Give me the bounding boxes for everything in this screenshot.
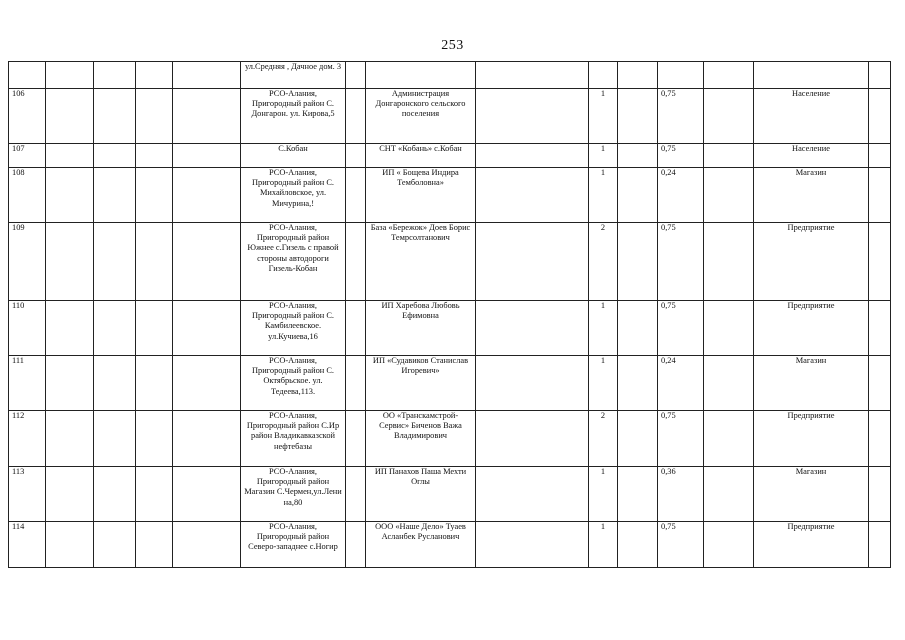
table-row xyxy=(9,301,891,356)
empty-cell xyxy=(704,223,754,301)
container-volume-cell: 0,75 xyxy=(658,89,704,144)
empty-cell xyxy=(173,301,241,356)
table-row xyxy=(9,223,891,301)
row-number-cell: 114 xyxy=(9,522,46,568)
container-volume-cell: 0,75 xyxy=(658,522,704,568)
empty-cell xyxy=(704,144,754,168)
table-row xyxy=(9,62,891,89)
container-count-cell: 1 xyxy=(589,522,618,568)
empty-cell xyxy=(346,144,366,168)
empty-cell xyxy=(869,168,891,223)
empty-cell xyxy=(346,89,366,144)
empty-cell xyxy=(46,522,94,568)
empty-cell xyxy=(618,62,658,89)
row-number-cell: 110 xyxy=(9,301,46,356)
empty-cell xyxy=(869,89,891,144)
empty-cell xyxy=(173,168,241,223)
empty-cell xyxy=(476,356,589,411)
container-volume-cell: 0,36 xyxy=(658,467,704,522)
empty-cell xyxy=(94,356,136,411)
empty-cell xyxy=(869,62,891,89)
empty-cell xyxy=(618,89,658,144)
address-cell: РСО-Алания, Пригородный район С.Ир район Владикавказской нефтебазы xyxy=(241,411,346,467)
empty-cell xyxy=(173,62,241,89)
empty-cell xyxy=(136,522,173,568)
empty-cell xyxy=(704,168,754,223)
table-row xyxy=(9,411,891,467)
container-count-cell: 2 xyxy=(589,411,618,467)
empty-cell xyxy=(476,411,589,467)
empty-cell xyxy=(346,62,366,89)
owner-cell: ООО «Наше Дело» Туаев Асланбек Русланович xyxy=(366,522,476,568)
category-cell: Предприятие xyxy=(754,301,869,356)
empty-cell xyxy=(476,168,589,223)
empty-cell xyxy=(46,411,94,467)
empty-cell xyxy=(618,356,658,411)
empty-cell xyxy=(476,223,589,301)
empty-cell xyxy=(476,301,589,356)
empty-cell xyxy=(476,144,589,168)
owner-cell: База «Бережок» Доев Борис Темрсолтанович xyxy=(366,223,476,301)
empty-cell xyxy=(136,89,173,144)
empty-cell xyxy=(136,168,173,223)
empty-cell xyxy=(46,301,94,356)
empty-cell xyxy=(94,522,136,568)
empty-cell xyxy=(869,223,891,301)
address-cell: РСО-Алания, Пригородный район С. Михайловское, ул. Мичурина,! xyxy=(241,168,346,223)
category-cell: Магазин xyxy=(754,168,869,223)
row-number-cell: 108 xyxy=(9,168,46,223)
address-cell: С.Кобан xyxy=(241,144,346,168)
empty-cell xyxy=(869,144,891,168)
table-body xyxy=(9,62,891,568)
empty-cell xyxy=(46,356,94,411)
container-volume-cell: 0,24 xyxy=(658,356,704,411)
container-count-cell: 1 xyxy=(589,467,618,522)
empty-cell xyxy=(346,356,366,411)
empty-cell xyxy=(704,411,754,467)
table-row xyxy=(9,356,891,411)
table-row xyxy=(9,144,891,168)
empty-cell xyxy=(869,411,891,467)
table-row xyxy=(9,168,891,223)
empty-cell xyxy=(46,467,94,522)
empty-cell xyxy=(346,168,366,223)
empty-cell xyxy=(869,356,891,411)
container-count-cell: 1 xyxy=(589,168,618,223)
category-cell xyxy=(754,62,869,89)
table-row xyxy=(9,522,891,568)
empty-cell xyxy=(346,301,366,356)
container-volume-cell: 0,75 xyxy=(658,144,704,168)
address-cell: РСО-Алания, Пригородный район Магазин С.Чермен,ул.Лени на,80 xyxy=(241,467,346,522)
category-cell: Предприятие xyxy=(754,522,869,568)
container-count-cell: 1 xyxy=(589,144,618,168)
address-cell: РСО-Алания, Пригородный район Северо-западнее с.Ногир xyxy=(241,522,346,568)
row-number-cell: 109 xyxy=(9,223,46,301)
address-cell: ул.Средняя , Дачное дом. 3 xyxy=(241,62,346,89)
empty-cell xyxy=(476,89,589,144)
row-number-cell: 112 xyxy=(9,411,46,467)
container-volume-cell: 0,75 xyxy=(658,223,704,301)
page-number: 253 xyxy=(441,38,464,53)
empty-cell xyxy=(704,467,754,522)
empty-cell xyxy=(346,522,366,568)
empty-cell xyxy=(46,89,94,144)
empty-cell xyxy=(704,522,754,568)
row-number-cell: 106 xyxy=(9,89,46,144)
address-cell: РСО-Алания, Пригородный район С. Донгарон. ул. Кирова,5 xyxy=(241,89,346,144)
empty-cell xyxy=(136,144,173,168)
address-cell: РСО-Алания, Пригородный район Южнее с.Гизель с правой стороны автодороги Гизель-Кобан xyxy=(241,223,346,301)
owner-cell: ИП Харебова Любовь Ефимовна xyxy=(366,301,476,356)
row-number-cell: 113 xyxy=(9,467,46,522)
owner-cell: ИП « Бощева Индира Темболовна» xyxy=(366,168,476,223)
empty-cell xyxy=(46,223,94,301)
address-cell: РСО-Алания, Пригородный район С. Камбилеевское. ул.Кучиева,16 xyxy=(241,301,346,356)
empty-cell xyxy=(94,223,136,301)
container-count-cell: 2 xyxy=(589,223,618,301)
empty-cell xyxy=(618,168,658,223)
empty-cell xyxy=(618,301,658,356)
empty-cell xyxy=(94,467,136,522)
empty-cell xyxy=(173,522,241,568)
waste-site-table xyxy=(8,61,891,568)
empty-cell xyxy=(94,144,136,168)
empty-cell xyxy=(173,411,241,467)
empty-cell xyxy=(94,89,136,144)
owner-cell: ИП Панахов Паша Мехти Оглы xyxy=(366,467,476,522)
container-volume-cell: 0,75 xyxy=(658,411,704,467)
container-volume-cell xyxy=(658,62,704,89)
empty-cell xyxy=(346,411,366,467)
empty-cell xyxy=(173,467,241,522)
empty-cell xyxy=(173,144,241,168)
empty-cell xyxy=(869,467,891,522)
empty-cell xyxy=(136,356,173,411)
container-count-cell: 1 xyxy=(589,301,618,356)
row-number-cell xyxy=(9,62,46,89)
empty-cell xyxy=(618,522,658,568)
container-count-cell xyxy=(589,62,618,89)
category-cell: Население xyxy=(754,89,869,144)
category-cell: Население xyxy=(754,144,869,168)
container-count-cell: 1 xyxy=(589,89,618,144)
empty-cell xyxy=(346,467,366,522)
empty-cell xyxy=(704,62,754,89)
empty-cell xyxy=(136,411,173,467)
empty-cell xyxy=(476,522,589,568)
empty-cell xyxy=(94,62,136,89)
empty-cell xyxy=(704,356,754,411)
empty-cell xyxy=(94,411,136,467)
container-volume-cell: 0,75 xyxy=(658,301,704,356)
empty-cell xyxy=(869,522,891,568)
empty-cell xyxy=(869,301,891,356)
container-count-cell: 1 xyxy=(589,356,618,411)
empty-cell xyxy=(704,301,754,356)
empty-cell xyxy=(136,62,173,89)
empty-cell xyxy=(618,467,658,522)
address-cell: РСО-Алания, Пригородный район С. Октябрьское. ул. Тедеева,113. xyxy=(241,356,346,411)
category-cell: Предприятие xyxy=(754,223,869,301)
empty-cell xyxy=(476,62,589,89)
empty-cell xyxy=(173,89,241,144)
empty-cell xyxy=(618,223,658,301)
row-number-cell: 107 xyxy=(9,144,46,168)
empty-cell xyxy=(618,411,658,467)
owner-cell: Администрация Донгаронского сельского поселения xyxy=(366,89,476,144)
empty-cell xyxy=(346,223,366,301)
empty-cell xyxy=(136,223,173,301)
row-number-cell: 111 xyxy=(9,356,46,411)
owner-cell: СНТ «Кобань» с.Кобан xyxy=(366,144,476,168)
owner-cell xyxy=(366,62,476,89)
container-volume-cell: 0,24 xyxy=(658,168,704,223)
empty-cell xyxy=(94,301,136,356)
category-cell: Магазин xyxy=(754,467,869,522)
owner-cell: ОО «Транскамстрой-Сервис» Биченов Важа Владимирович xyxy=(366,411,476,467)
empty-cell xyxy=(46,168,94,223)
empty-cell xyxy=(46,62,94,89)
empty-cell xyxy=(173,223,241,301)
empty-cell xyxy=(476,467,589,522)
category-cell: Предприятие xyxy=(754,411,869,467)
table-row xyxy=(9,467,891,522)
table-row xyxy=(9,89,891,144)
empty-cell xyxy=(136,467,173,522)
owner-cell: ИП «Судавиков Станислав Игоревич» xyxy=(366,356,476,411)
empty-cell xyxy=(136,301,173,356)
empty-cell xyxy=(173,356,241,411)
empty-cell xyxy=(704,89,754,144)
empty-cell xyxy=(46,144,94,168)
empty-cell xyxy=(94,168,136,223)
category-cell: Магазин xyxy=(754,356,869,411)
empty-cell xyxy=(618,144,658,168)
